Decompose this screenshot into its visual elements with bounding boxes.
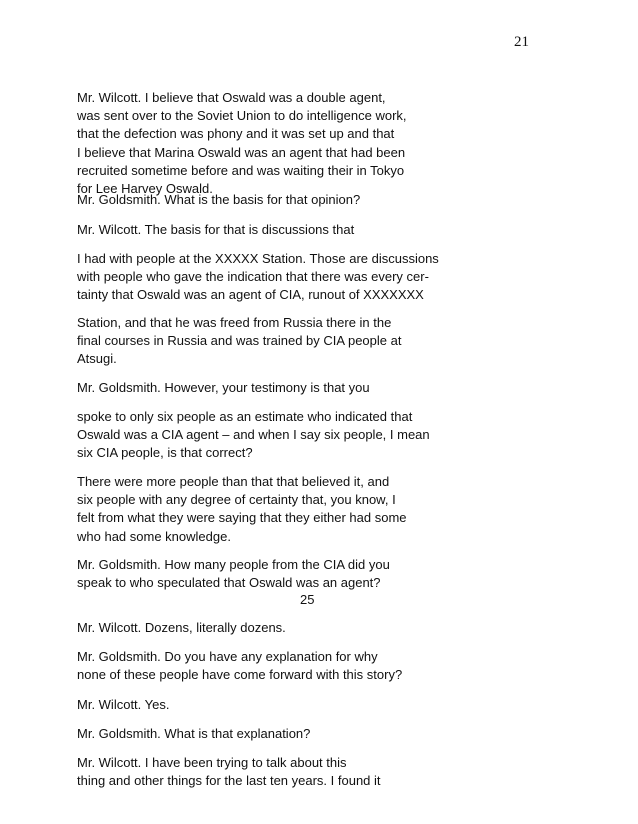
text-line: who had some knowledge. bbox=[77, 528, 231, 544]
paragraph bbox=[77, 191, 360, 209]
paragraph bbox=[77, 379, 370, 397]
text-line: tainty that Oswald was an agent of CIA, runout of XXXXXXX bbox=[77, 287, 424, 303]
text-line: Mr. Wilcott. Dozens, literally dozens. bbox=[77, 620, 286, 635]
text-line: Oswald was a CIA agent – and when I say six people, I mean bbox=[77, 427, 430, 443]
text-line: Station, and that he was freed from Russia there in the bbox=[77, 315, 392, 330]
text-line: Mr. Goldsmith. However, your testimony is that you bbox=[77, 380, 370, 395]
paragraph bbox=[77, 556, 390, 592]
text-line: speak to who speculated that Oswald was an agent? bbox=[77, 575, 381, 591]
text-line: Mr. Goldsmith. What is that explanation? bbox=[77, 726, 311, 741]
text-line: There were more people than that that believed it, and bbox=[77, 474, 390, 489]
page-number: 21 bbox=[514, 34, 529, 50]
paragraph bbox=[77, 754, 381, 790]
paragraph bbox=[77, 314, 401, 369]
paragraph bbox=[77, 473, 407, 546]
text-line: Atsugi. bbox=[77, 351, 117, 367]
text-line: Mr. Wilcott. I have been trying to talk about this bbox=[77, 755, 347, 770]
text-line: Mr. Wilcott. I believe that Oswald was a double agent, bbox=[77, 90, 386, 105]
text-line: Mr. Goldsmith. Do you have any explanation for why bbox=[77, 649, 378, 664]
text-line: felt from what they were saying that they either had some bbox=[77, 510, 407, 526]
text-line: thing and other things for the last ten years. I found it bbox=[77, 773, 381, 789]
paragraph bbox=[77, 619, 286, 637]
text-line: Mr. Wilcott. Yes. bbox=[77, 697, 170, 712]
paragraph bbox=[77, 696, 169, 714]
text-line: six people with any degree of certainty that, you know, I bbox=[77, 492, 396, 508]
text-line: spoke to only six people as an estimate who indicated that bbox=[77, 409, 413, 424]
inner-page-number: 25 bbox=[300, 592, 315, 607]
text-line: final courses in Russia and was trained by CIA people at bbox=[77, 333, 402, 349]
paragraph bbox=[77, 221, 354, 239]
text-line: I had with people at the XXXXX Station. Those are discussions bbox=[77, 251, 439, 266]
text-line: recruited sometime before and was waiting their in Tokyo bbox=[77, 162, 405, 178]
text-line: for Lee Harvey Oswald. bbox=[77, 181, 213, 197]
text-line: with people who gave the indication that there was every cer- bbox=[77, 269, 429, 285]
paragraph bbox=[77, 250, 439, 305]
text-line: I believe that Marina Oswald was an agent that had been bbox=[77, 144, 406, 160]
paragraph bbox=[77, 408, 430, 463]
paragraph bbox=[77, 648, 402, 684]
text-line: none of these people have come forward with this story? bbox=[77, 667, 403, 683]
text-line: that the defection was phony and it was set up and that bbox=[77, 126, 395, 142]
text-line: Mr. Goldsmith. What is the basis for that opinion? bbox=[77, 192, 361, 207]
text-line: Mr. Wilcott. The basis for that is discussions that bbox=[77, 222, 355, 237]
text-line: six CIA people, is that correct? bbox=[77, 445, 253, 461]
paragraph bbox=[77, 725, 310, 743]
paragraph bbox=[77, 89, 407, 198]
text-line: was sent over to the Soviet Union to do intelligence work, bbox=[77, 108, 407, 124]
text-line: Mr. Goldsmith. How many people from the CIA did you bbox=[77, 557, 390, 572]
